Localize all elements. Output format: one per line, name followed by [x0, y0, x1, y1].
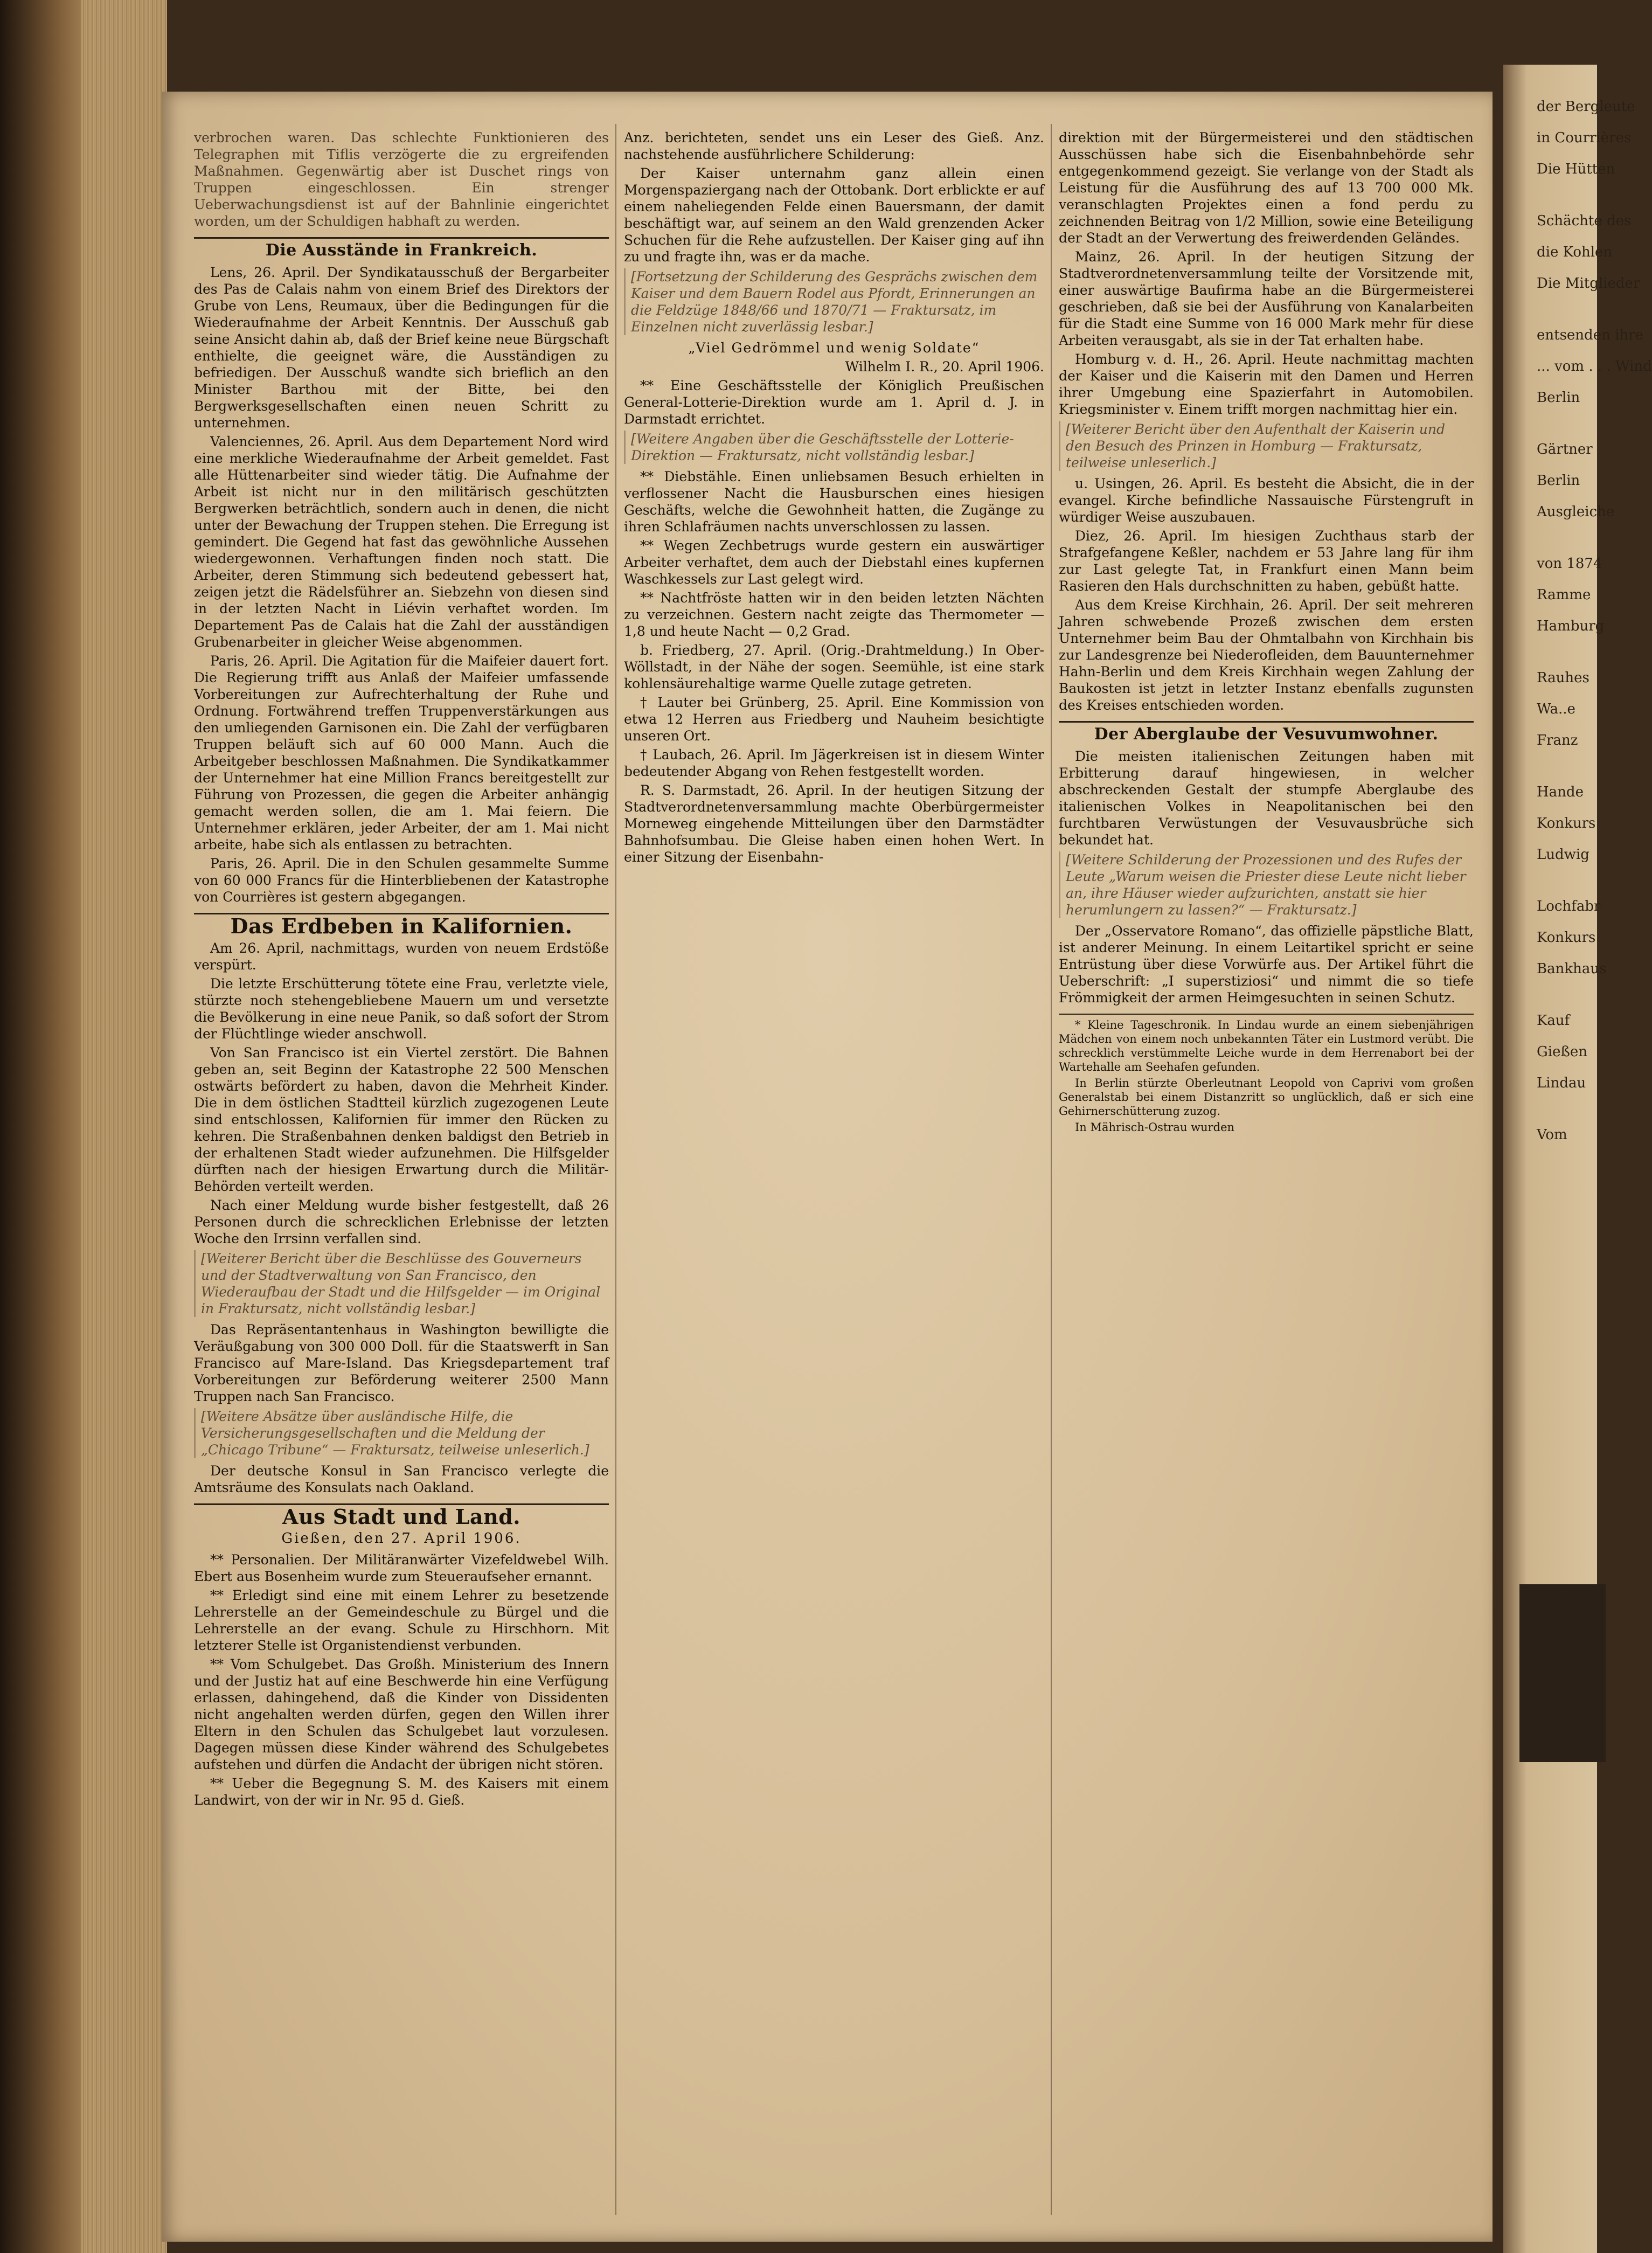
paragraph: ** Eine Geschäftsstelle der Königlich Preußischen General-Lotterie-Direktion wurde am 1. April d. J. in Darmstadt errichtet.	[624, 378, 1044, 427]
illegible-passage: [Weitere Schilderung der Prozessionen und des Rufes der Leute „Warum weisen die Priester diese Leute nicht lieber an, ihre Häuser wieder aufzurichten, anstatt sie hier herumlungern zu lassen?“ — Fraktursatz.]	[1059, 851, 1474, 918]
dateline: Gießen, den 27. April 1906.	[281, 1530, 522, 1547]
paragraph: ** Diebstähle. Einen unliebsamen Besuch erhielten in verflossener Nacht die Hausburschen eines hiesigen Geschäfts, welche die Gewohnheit hatten, die Zugänge zu ihren Schlafräumen nachts unverschlossen zu lassen.	[624, 469, 1044, 535]
paragraph: Paris, 26. April. Die Agitation für die Maifeier dauert fort. Die Regierung trifft aus Anlaß der Maifeier umfassende Vorbereitungen zur Aufrechterhaltung der Ruhe und Ordnung. Fortwährend treffen Truppenverstärkungen aus den umliegenden Garnisonen ein. Die Zahl der verfügbaren Truppen beläuft sich auf 60 000 Mann. Auch die Arbeitgeber beschlossen Maßnahmen. Die Syndikatkammer der Unternehmer hat eine Million Francs bereitgestellt zur Führung von Prozessen, die gegen die Arbeiter anhängig gemacht werden sollen, die am 1. Mai feiern. Die Unternehmer erklären, jeder Arbeiter, der am 1. Mai nicht arbeite, habe sich als entlassen zu betrachten.	[194, 653, 609, 852]
adjacent-page-fragment: Gärtner	[1537, 441, 1593, 457]
column-2	[624, 129, 1044, 2231]
paragraph: ** Vom Schulgebet. Das Großh. Ministerium des Innern und der Justiz hat auf eine Beschwerde hin eine Verfügung erlassen, dahingehend, daß die Kinder von Dissidenten nicht angehalten werden dürfen, gegen den Willen ihrer Eltern in den Schulen das Schulgebet laut vorzulesen. Dagegen müssen diese Kinder während des Schulgebetes aufstehen und dürfen die Andacht der übrigen nicht stören.	[194, 1656, 609, 1772]
paragraph: Aus dem Kreise Kirchhain, 26. April. Der seit mehreren Jahren schwebende Prozeß zwischen dem ersten Unternehmer beim Bau der Ohmtalbahn von Kirchhain bis zur Landesgrenze bei Niederofleiden, dem Bauunternehmer Hahn-Berlin und dem Kreis Kirchhain wegen Zahlung der Baukosten ist jetzt in letzter Instanz ebenfalls zugunsten des Kreises entschieden worden.	[1059, 597, 1474, 713]
paragraph: Anz. berichteten, sendet uns ein Leser des Gieß. Anz. nachstehende ausführlichere Schilderung:	[624, 130, 1044, 162]
paragraph: Von San Francisco ist ein Viertel zerstört. Die Bahnen geben an, seit Beginn der Katastrophe 22 500 Menschen ostwärts befördert zu haben, davon die Mehrheit Kinder. Die in dem östlichen Stadtteil kürzlich zugezogenen Leute sind entschlossen, Kalifornien für immer den Rücken zu kehren. Die Straßenbahnen denken baldigst den Betrieb in der erhaltenen Stadt wieder aufzunehmen. Die Hilfsgelder dürften nach der hiesigen Erwartung durch die Militär-Behörden verteilt werden.	[194, 1045, 609, 1194]
adjacent-page-fragment: Rauhes	[1537, 670, 1589, 686]
paragraph: Valenciennes, 26. April. Aus dem Departement Nord wird eine merkliche Wiederaufnahme der Arbeit gemeldet. Fast alle Hüttenarbeiter sind wieder tätig. Die Aufnahme der Arbeit ist nicht nur in den militärisch geschützten Bergwerken beträchtlich, sondern auch in denen, die nicht unter der Bewachung der Truppen stehen. Die Erregung ist gemindert. Die Gegend hat fast das gewöhnliche Aussehen wiedergewonnen. Verhaftungen finden noch statt. Die Arbeiter, deren Stimmung sich bedeutend gebessert hat, zeigen jetzt die Rädelsführer an. Siebzehn von diesen sind in der letzten Nacht in Liévin verhaftet worden. Im Departement Pas de Calais hat die Zahl der ausständigen Grubenarbeiter in gleicher Weise abgenommen.	[194, 434, 609, 650]
adjacent-page-fragment: Die Mitglieder	[1537, 275, 1640, 292]
adjacent-page-fragment: der Bergleute	[1537, 99, 1635, 115]
headline-ausstaende: Die Ausstände in Frankreich.	[265, 241, 538, 260]
paragraph: ** Wegen Zechbetrugs wurde gestern ein auswärtiger Arbeiter verhaftet, dem auch der Diebstahl eines kupfernen Waschkessels zur Last gelegt wird.	[624, 538, 1044, 587]
column-1	[194, 129, 609, 2231]
adjacent-page-fragment: die Kohlen	[1537, 244, 1613, 260]
adjacent-page-fragment: Hamburg	[1537, 618, 1605, 634]
adjacent-page-fragment: in Courrières	[1537, 130, 1632, 146]
quote-signature: „Viel Gedrömmel und wenig Soldate“	[688, 340, 980, 356]
paragraph: Der „Osservatore Romano“, das offizielle päpstliche Blatt, ist anderer Meinung. In einem Leitartikel spricht er seine Entrüstung über diese Vorwürfe aus. Der Artikel führt die Ueberschrift: „I superstiziosi“ und nimmt die so tiefe Frömmigkeit der armen Heimgesuchten in seinen Schutz.	[1059, 923, 1474, 1006]
column-3	[1059, 129, 1474, 2231]
adjacent-page-fragment: Wa..e	[1537, 701, 1575, 717]
headline-aberglaube: Der Aberglaube der Vesuvumwohner.	[1094, 725, 1439, 744]
paragraph: u. Usingen, 26. April. Es besteht die Absicht, die in der evangel. Kirche befindliche Nassauische Fürstengruft in würdiger Weise auszubauen.	[1059, 476, 1474, 525]
adjacent-page-fragment: ... vom . . . Wind	[1537, 358, 1652, 375]
adjacent-page-fragment: Ramme	[1537, 587, 1591, 603]
paragraph: † Laubach, 26. April. Im Jägerkreisen ist in diesem Winter bedeutender Abgang von Rehen festgestellt worden.	[624, 747, 1044, 779]
adjacent-page-fragment: Franz	[1537, 732, 1578, 748]
paragraph: † Lauter bei Grünberg, 25. April. Eine Kommission von etwa 12 Herren aus Friedberg und Nauheim besichtigte unseren Ort.	[624, 695, 1044, 744]
adjacent-page-fragment: Konkurs	[1537, 930, 1596, 946]
paragraph: Das Repräsentantenhaus in Washington bewilligte die Veräußgabung von 300 000 Doll. für die Staatswerft in San Francisco auf Mare-Island. Das Kriegsdepartement traf Vorbereitungen zur Beförderung weiterer 2500 Mann Truppen nach San Francisco.	[194, 1322, 609, 1404]
paragraph: direktion mit der Bürgermeisterei und den städtischen Ausschüssen habe sich die Eisenbahnbehörde sehr entgegenkommend gezeigt. Sie verlange von der Stadt als Leistung für die Ausführung des auf 13 700 000 Mk. veranschlagten Projektes einen a fond perdu zu zeichnenden Beitrag von 1/2 Million, sowie eine Beteiligung der Stadt an der Verwertung des freiwerdenden Geländes.	[1059, 130, 1474, 246]
paragraph: Die meisten italienischen Zeitungen haben mit Erbitterung darauf hingewiesen, in welcher abschreckenden Gestalt der stumpfe Aberglaube des italienischen Volkes in Neapolitanischen bei den furchtbaren Verwüstungen der Vesuvausbrüche sich bekundet hat.	[1059, 748, 1474, 848]
paragraph: Der deutsche Konsul in San Francisco verlegte die Amtsräume des Konsulats nach Oakland.	[194, 1463, 609, 1495]
section-rule	[1059, 1014, 1474, 1015]
illegible-passage: [Weiterer Bericht über den Aufenthalt der Kaiserin und den Besuch des Prinzen in Homburg — Fraktursatz, teilweise unleserlich.]	[1059, 421, 1474, 471]
paragraph: In Berlin stürzte Oberleutnant Leopold von Caprivi vom großen Generalstab bei einem Distanzritt so unglücklich, daß er sich eine Gehirnerschütterung zuzog.	[1059, 1077, 1474, 1118]
paragraph: ** Personalien. Der Militäranwärter Vizefeldwebel Wilh. Ebert aus Bosenheim wurde zum Steueraufseher ernannt.	[194, 1552, 609, 1584]
paragraph: ** Nachtfröste hatten wir in den beiden letzten Nächten zu verzeichnen. Gestern nacht zeigte das Thermometer — 1,8 und heute Nacht — 0,2 Grad.	[624, 590, 1044, 639]
paragraph: Mainz, 26. April. In der heutigen Sitzung der Stadtverordnetenversammlung teilte der Vorsitzende mit, einer auswärtige Baufirma habe an die Bürgermeisterei geschrieben, daß sie bei der Ausführung von Kanalarbeiten für die Stadt eine Summe von 16 000 Mark mehr für diese Arbeiten verausgabt, als sie in der Tat erhalten habe.	[1059, 249, 1474, 348]
adjacent-page-fragment: Kauf	[1537, 1013, 1570, 1029]
book-binding	[0, 0, 81, 2253]
paragraph: In Mährisch-Ostrau wurden	[1075, 1121, 1235, 1134]
illegible-passage: [Weitere Absätze über ausländische Hilfe, die Versicherungsgesellschaften und die Meldung der „Chicago Tribune“ — Fraktursatz, teilweise unleserlich.]	[194, 1408, 609, 1458]
paragraph: Homburg v. d. H., 26. April. Heute nachmittag machten der Kaiser und die Kaiserin mit den Damen und Herren ihrer Umgebung eine Spazierfahrt in Automobilen. Kriegsminister v. Einem trifft morgen nachmittag hier ein.	[1059, 351, 1474, 417]
paragraph: * Kleine Tageschronik. In Lindau wurde an einem siebenjährigen Mädchen von einem noch unbekannten Täter ein Lustmord verübt. Die schrecklich verstümmelte Leiche wurde in dem Herrenabort bei der Wartehalle am Seehafen gefunden.	[1059, 1018, 1474, 1073]
paragraph: Die letzte Erschütterung tötete eine Frau, verletzte viele, stürzte noch stehengebliebene Mauern um und versetzte die Bevölkerung in eine neue Panik, so daß sofort der Strom der Flüchtlinge wieder anschwoll.	[194, 976, 609, 1042]
illegible-passage: [Weiterer Bericht über die Beschlüsse des Gouverneurs und der Stadtverwaltung von San Francisco, den Wiederaufbau der Stadt und die Hilfsgelder — im Original in Fraktursatz, nicht vollständig lesbar.]	[194, 1250, 609, 1317]
adjacent-page-fragment: Schächte des	[1537, 213, 1632, 229]
column-rule	[615, 124, 616, 2215]
paragraph: Lens, 26. April. Der Syndikatausschuß der Bergarbeiter des Pas de Calais nahm von einem Brief des Direktors der Grube von Lens, Reumaux, über die Bedingungen für die Wiederaufnahme der Arbeit Kenntnis. Der Ausschuß gab seine Ansicht dahin ab, daß der Brief keine neue Bürgschaft enthielte, die geeignet wäre, die Ausständigen zu befriedigen. Der Ausschuß wandte sich brieflich an den Minister Barthou mit der Bitte, bei den Bergwerksgesellschaften einen neuen Schritt zu unternehmen.	[194, 265, 609, 431]
paragraph: b. Friedberg, 27. April. (Orig.-Drahtmeldung.) In Ober-Wöllstadt, in der Nähe der sogen. Seemühle, ist eine stark kohlensäurehaltige warme Quelle zutage getreten.	[624, 642, 1044, 691]
adjacent-page-fragment: von 1874	[1537, 556, 1602, 572]
adjacent-page-fragment: Hande	[1537, 784, 1584, 800]
paragraph: ** Ueber die Begegnung S. M. des Kaisers mit einem Landwirt, von der wir in Nr. 95 d. Gieß.	[194, 1776, 609, 1808]
adjacent-page-fragment: Vom	[1537, 1127, 1567, 1143]
adjacent-page-fragment: Ausgleiche	[1537, 504, 1615, 520]
adjacent-page-fragment: Lindau	[1537, 1075, 1586, 1091]
adjacent-page-dark-block	[1519, 1584, 1606, 1762]
adjacent-page	[1503, 65, 1652, 2253]
page-edges	[81, 0, 167, 2253]
adjacent-page-fragment: Berlin	[1537, 473, 1580, 489]
paragraph: R. S. Darmstadt, 26. April. In der heutigen Sitzung der Stadtverordnetenversammlung machte Oberbürgermeister Morneweg eingehende Mitteilungen über den Darmstädter Bahnhofsumbau. Die Gleise haben einen hohen Wert. In einer Sitzung der Eisenbahn-	[624, 782, 1044, 865]
paragraph: ** Erledigt sind eine mit einem Lehrer zu besetzende Lehrerstelle an der Gemeindeschule zu Bürgel und die Lehrerstelle an der evang. Schule zu Hirschhorn. Mit letzterer Stelle ist Organistendienst verbunden.	[194, 1588, 609, 1653]
column-rule	[1051, 124, 1052, 2215]
adjacent-page-fragment: Die Hütten	[1537, 161, 1615, 177]
illegible-passage: [Fortsetzung der Schilderung des Gesprächs zwischen dem Kaiser und dem Bauern Rodel aus Pfordt, Erinnerungen an die Feldzüge 1848/66 und 1870/71 — Fraktursatz, im Einzelnen nicht zuverlässig lesbar.]	[624, 268, 1044, 335]
adjacent-page-fragment: Berlin	[1537, 390, 1580, 406]
section-rule	[1059, 721, 1474, 723]
illegible-passage: [Weitere Angaben über die Geschäftsstelle der Lotterie-Direktion — Fraktursatz, nicht vollständig lesbar.]	[624, 431, 1044, 464]
paragraph: Der Kaiser unternahm ganz allein einen Morgenspaziergang nach der Ottobank. Dort erblickte er auf einem naheliegenden Felde einen Bauersmann, der damit beschäftigt war, auf seinem an den Wald grenzenden Acker Schuchen für die Rehe aufzustellen. Der Kaiser ging auf ihn zu und fragte ihn, was er da mache.	[624, 165, 1044, 265]
section-rule	[194, 237, 609, 239]
paragraph: Am 26. April, nachmittags, wurden von neuem Erdstöße verspürt.	[194, 940, 609, 973]
quote-signature-date: Wilhelm I. R., 20. April 1906.	[845, 359, 1044, 375]
adjacent-page-fragment: Gießen	[1537, 1044, 1587, 1060]
adjacent-page-fragment: Lochfabr	[1537, 898, 1601, 914]
headline-stadt-und-land: Aus Stadt und Land.	[282, 1505, 521, 1529]
paragraph: Diez, 26. April. Im hiesigen Zuchthaus starb der Strafgefangene Keßler, nachdem er 53 Jahre lang für ihm zur Last gelegte Tat, in Frankfurt einen Mann beim Rasieren den Hals durchschnitten zu haben, gebüßt hatte.	[1059, 528, 1474, 594]
headline-erdbeben: Das Erdbeben in Kalifornien.	[230, 914, 573, 938]
adjacent-page-fragment: Bankhaus	[1537, 961, 1607, 977]
adjacent-page-fragment: Ludwig	[1537, 847, 1589, 863]
newspaper-page	[162, 92, 1493, 2242]
adjacent-page-fragment: Konkurs	[1537, 815, 1596, 831]
adjacent-page-fragment: entsenden ihre	[1537, 327, 1643, 343]
paragraph: verbrochen waren. Das schlechte Funktionieren des Telegraphen mit Tiflis verzögerte die zu ergreifenden Maßnahmen. Gegenwärtig aber ist Duschet rings von Truppen eingeschlossen. Ein strenger Ueberwachungsdienst ist auf der Bahnlinie eingerichtet worden, um der Schuldigen habhaft zu werden.	[194, 130, 609, 229]
paragraph: Paris, 26. April. Die in den Schulen gesammelte Summe von 60 000 Francs für die Hinterbliebenen der Katastrophe von Courrières ist gestern abgegangen.	[194, 856, 609, 905]
paragraph: Nach einer Meldung wurde bisher festgestellt, daß 26 Personen durch die schrecklichen Erlebnisse der letzten Woche den Irrsinn verfallen sind.	[194, 1197, 609, 1246]
